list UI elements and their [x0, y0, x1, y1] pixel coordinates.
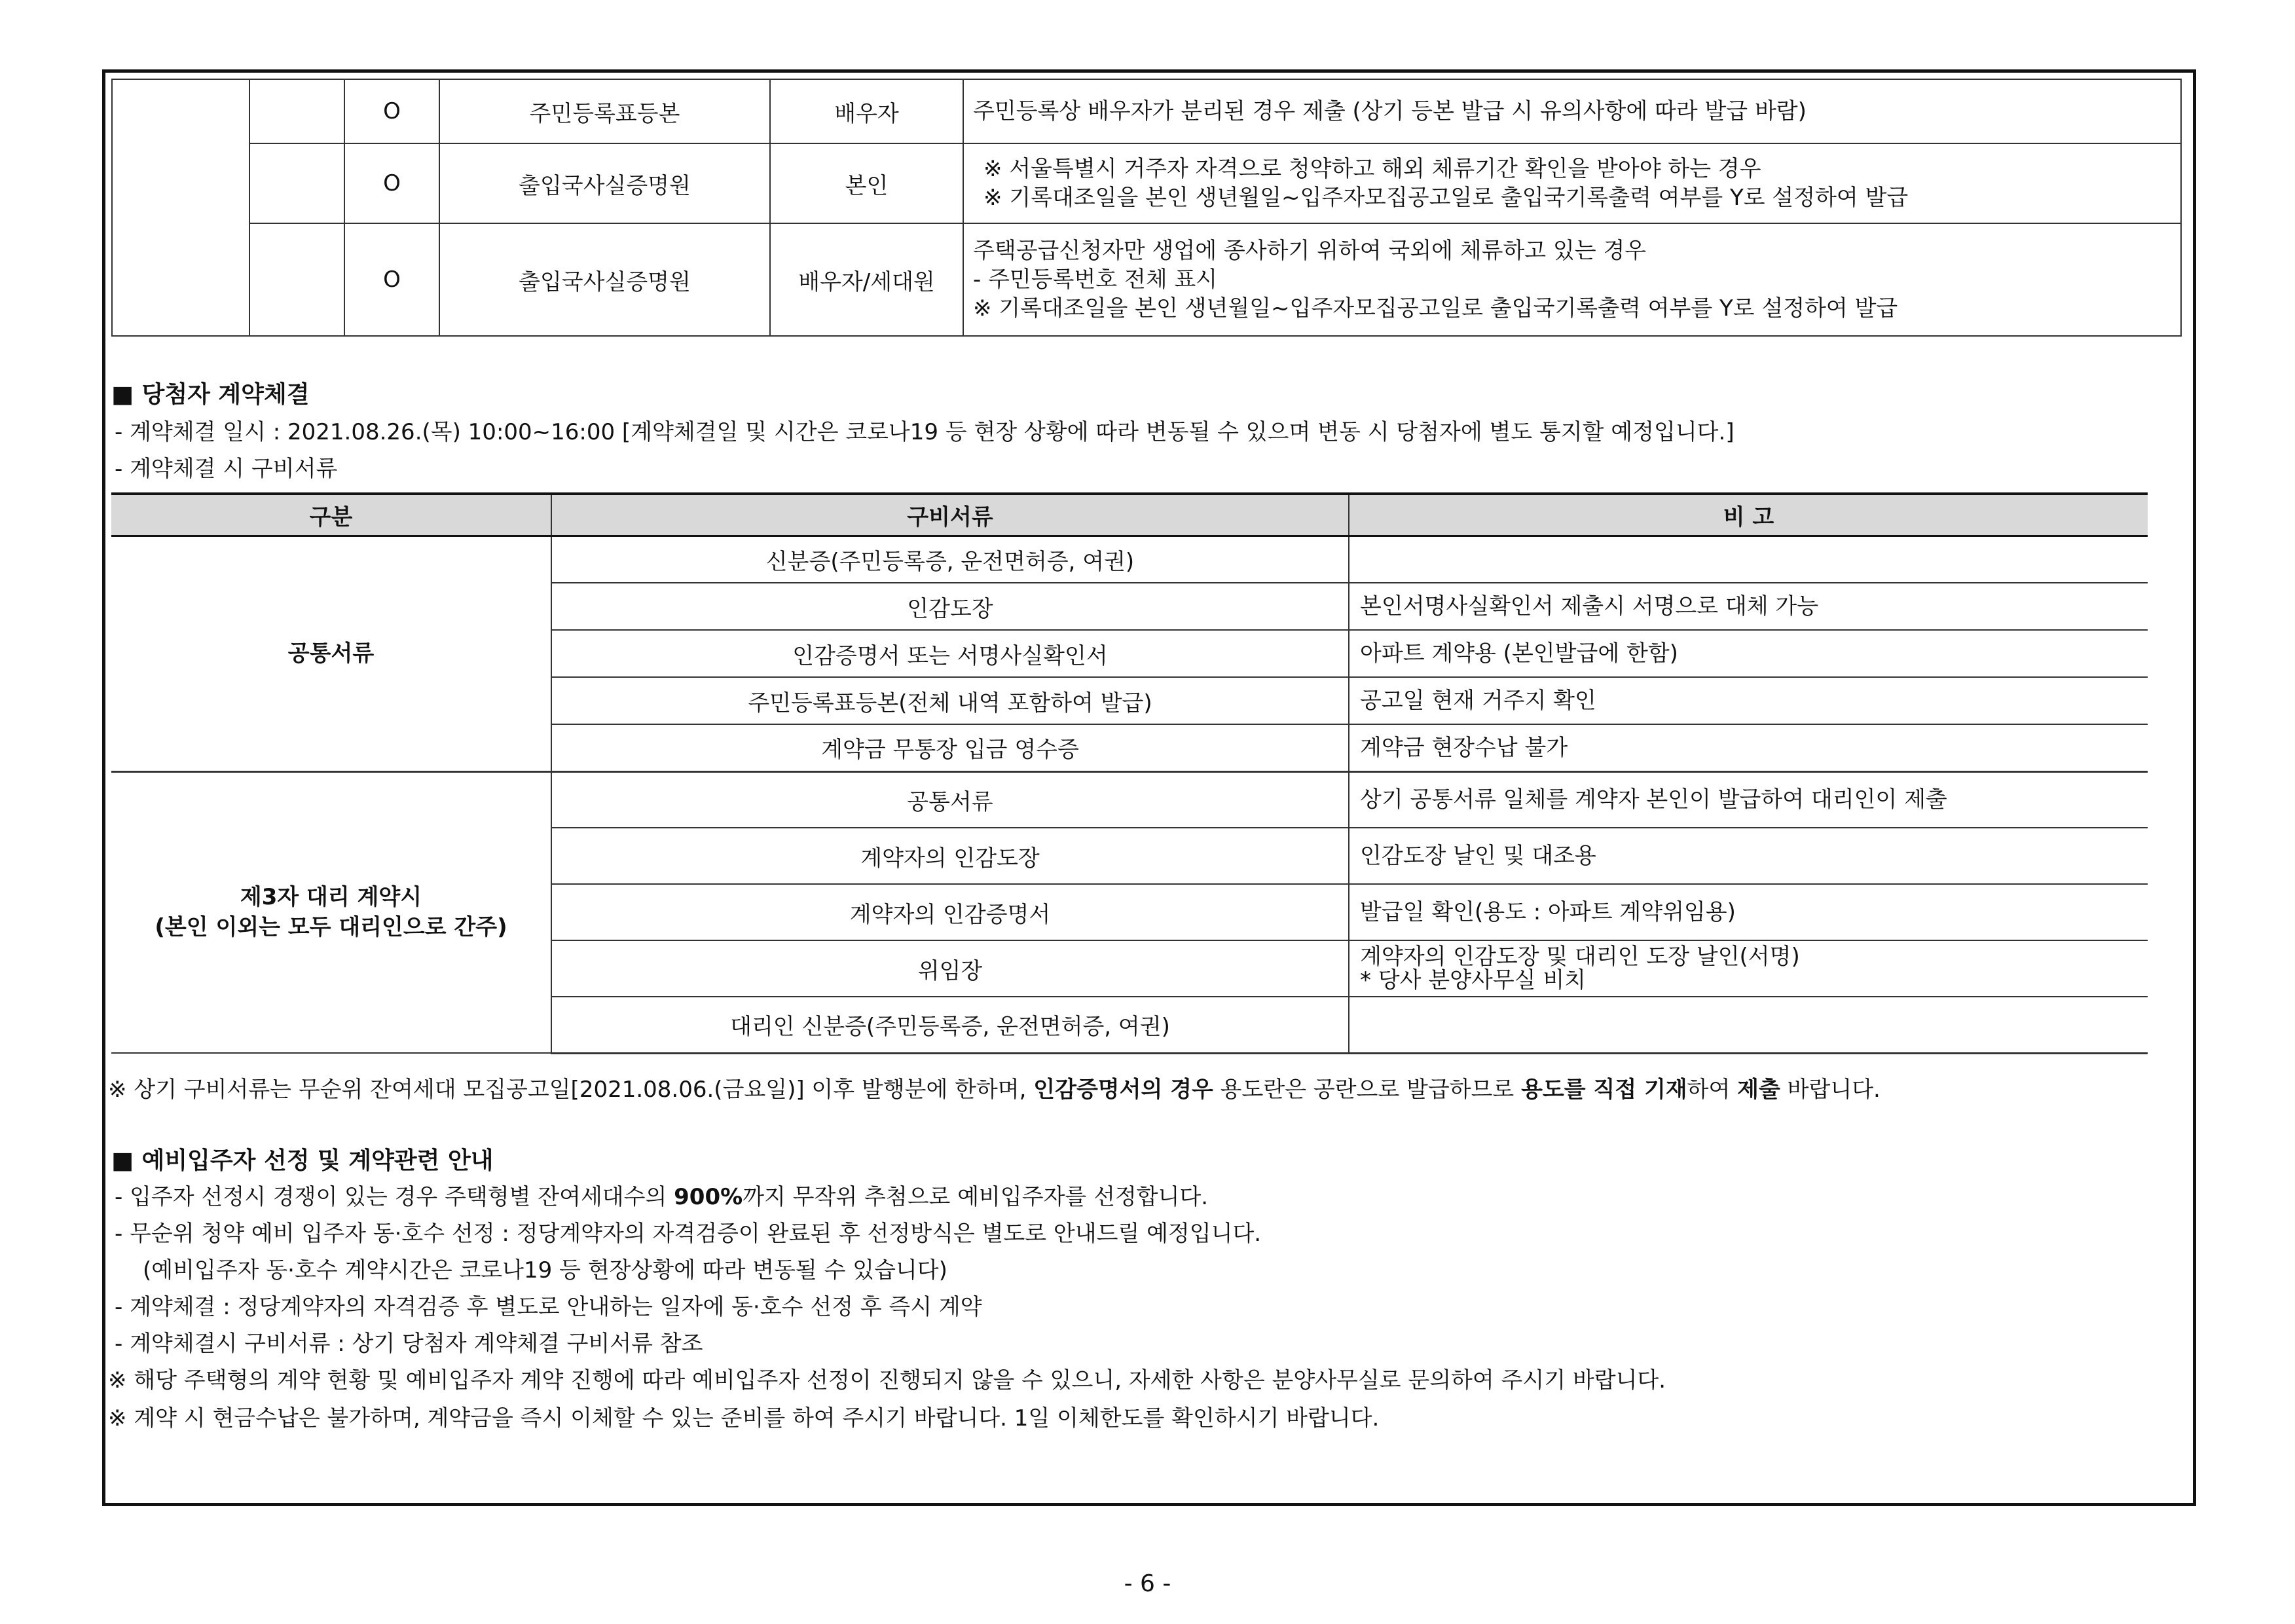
remark-line: ※ 기록대조일을 본인 생년월일~입주자모집공고일로 출입국기록출력 여부를 Y로 설정하여 발급 — [973, 295, 1898, 322]
table-header-row — [111, 494, 2148, 536]
required-mark: O — [344, 79, 439, 143]
section-title-reserve-occupant: ■ 예비입주자 선정 및 계약관련 안내 — [111, 1147, 494, 1174]
table-row — [112, 79, 2181, 143]
header-documents: 구비서류 — [551, 494, 1349, 536]
remark-line: - 주민등록번호 전체 표시 — [973, 267, 1218, 293]
remark-cell — [1349, 997, 2148, 1053]
remark-cell — [1349, 536, 2148, 583]
reserve-line: - 계약체결시 구비서류 : 상기 당첨자 계약체결 구비서류 참조 — [115, 1331, 703, 1357]
document-cell: 주민등록표등본(전체 내역 포함하여 발급) — [551, 677, 1349, 724]
document-name: 주민등록표등본 — [439, 79, 770, 143]
note-emphasis: 제출 — [1737, 1077, 1780, 1103]
reserve-note: ※ 계약 시 현금수납은 불가하며, 계약금을 즉시 이체할 수 있는 준비를 하여 주시기 바랍니다. 1일 이체한도를 확인하시기 바랍니다. — [108, 1405, 1380, 1431]
note-emphasis: 용도를 직접 기재 — [1521, 1077, 1687, 1103]
remark-cell: 아파트 계약용 (본인발급에 한함) — [1349, 630, 2148, 677]
subcategory-cell — [249, 223, 344, 336]
document-name: 출입국사실증명원 — [439, 143, 770, 223]
contract-date-line: - 계약체결 일시 : 2021.08.26.(목) 10:00~16:00 [계약체결일 및 시간은 코로나19 등 현장 상황에 따라 변동될 수 있으며 변동 시 당첨자에 별도 통지할 예정입니다.] — [115, 419, 1735, 445]
document-cell: 대리인 신분증(주민등록증, 운전면허증, 여권) — [551, 997, 1349, 1053]
document-cell: 계약자의 인감도장 — [551, 828, 1349, 884]
note-emphasis: 인감증명서의 경우 — [1033, 1077, 1213, 1103]
proxy-group-subtitle: (본인 이외는 모두 대리인으로 간주) — [155, 914, 507, 941]
remark-line: 계약자의 인감도장 및 대리인 도장 날인(서명) — [1360, 944, 1800, 970]
reserve-line: (예비입주자 동·호수 계약시간은 코로나19 등 현장상황에 따라 변동될 수 있습니다) — [143, 1257, 947, 1283]
document-target: 본인 — [770, 143, 963, 223]
remark-cell: 인감도장 날인 및 대조용 — [1349, 828, 2148, 884]
remark-cell: 공고일 현재 거주지 확인 — [1349, 677, 2148, 724]
document-remark — [963, 79, 2181, 143]
note-text: ※ 상기 구비서류는 무순위 잔여세대 모집공고일[2021.08.06.(금요일)] 이후 발행분에 한하며, — [108, 1077, 1034, 1103]
document-cell: 인감증명서 또는 서명사실확인서 — [551, 630, 1349, 677]
remark-line: * 당사 분양사무실 비치 — [1360, 967, 1587, 993]
remark-line: 주택공급신청자만 생업에 종사하기 위하여 국외에 체류하고 있는 경우 — [973, 238, 1647, 264]
reserve-text: - 입주자 선정시 경쟁이 있는 경우 주택형별 잔여세대수의 — [115, 1184, 674, 1210]
note-text: 하여 — [1687, 1077, 1738, 1103]
document-cell: 계약자의 인감증명서 — [551, 884, 1349, 940]
required-mark: O — [344, 143, 439, 223]
document-target: 배우자 — [770, 79, 963, 143]
required-documents-table — [111, 79, 2182, 337]
reserve-line: - 계약체결 : 정당계약자의 자격검증 후 별도로 안내하는 일자에 동·호수 선정 후 즉시 계약 — [115, 1294, 982, 1320]
subcategory-cell — [249, 143, 344, 223]
remark-line: ※ 서울특별시 거주자 자격으로 청약하고 해외 체류기간 확인을 받아야 하는 경우 — [983, 156, 1761, 182]
table-row — [112, 143, 2181, 223]
document-remark — [963, 143, 2181, 223]
contract-documents-line: - 계약체결 시 구비서류 — [115, 456, 338, 482]
document-cell: 계약금 무통장 입금 영수증 — [551, 724, 1349, 771]
reserve-text: 까지 무작위 추첨으로 예비입주자를 선정합니다. — [743, 1184, 1209, 1210]
reserve-note: ※ 해당 주택형의 계약 현황 및 예비입주자 계약 진행에 따라 예비입주자 선정이 진행되지 않을 수 있으니, 자세한 사항은 분양사무실로 문의하여 주시기 바랍니다. — [108, 1367, 1666, 1393]
contract-documents-table — [111, 492, 2148, 1054]
table-row — [111, 771, 2148, 828]
remark-cell — [1349, 940, 2148, 997]
group-proxy-contract — [111, 771, 551, 1053]
note-text: 용도란은 공란으로 발급하므로 — [1213, 1077, 1522, 1103]
remark-line: ※ 기록대조일을 본인 생년월일~입주자모집공고일로 출입국기록출력 여부를 Y로 설정하여 발급 — [983, 185, 1909, 211]
document-name: 출입국사실증명원 — [439, 223, 770, 336]
document-cell: 공통서류 — [551, 771, 1349, 828]
documents-validity-note — [108, 1071, 1881, 1103]
reserve-line: - 무순위 청약 예비 입주자 동·호수 선정 : 정당계약자의 자격검증이 완료된 후 선정방식은 별도로 안내드릴 예정입니다. — [115, 1221, 1262, 1247]
remark-cell: 발급일 확인(용도 : 아파트 계약위임용) — [1349, 884, 2148, 940]
table-row — [112, 223, 2181, 336]
group-common-documents: 공통서류 — [111, 536, 551, 771]
table-row — [111, 536, 2148, 583]
remark-cell: 상기 공통서류 일체를 계약자 본인이 발급하여 대리인이 제출 — [1349, 771, 2148, 828]
category-cell — [112, 79, 249, 336]
document-cell: 인감도장 — [551, 583, 1349, 630]
reserve-emphasis: 900% — [674, 1184, 743, 1210]
document-cell: 위임장 — [551, 940, 1349, 997]
remark-line: 주민등록상 배우자가 분리된 경우 제출 (상기 등본 발급 시 유의사항에 따라 발급 바람) — [973, 98, 1807, 124]
document-remark — [963, 223, 2181, 336]
page-number: - 6 - — [1124, 1570, 1171, 1597]
proxy-group-title: 제3자 대리 계약시 — [240, 884, 422, 911]
header-remarks: 비 고 — [1349, 494, 2148, 536]
remark-cell: 계약금 현장수납 불가 — [1349, 724, 2148, 771]
reserve-line — [115, 1179, 1208, 1211]
note-text: 바랍니다. — [1780, 1077, 1881, 1103]
document-target: 배우자/세대원 — [770, 223, 963, 336]
document-cell: 신분증(주민등록증, 운전면허증, 여권) — [551, 536, 1349, 583]
remark-cell: 본인서명사실확인서 제출시 서명으로 대체 가능 — [1349, 583, 2148, 630]
header-category: 구분 — [111, 494, 551, 536]
required-mark: O — [344, 223, 439, 336]
subcategory-cell — [249, 79, 344, 143]
section-title-winner-contract: ■ 당첨자 계약체결 — [111, 381, 310, 408]
